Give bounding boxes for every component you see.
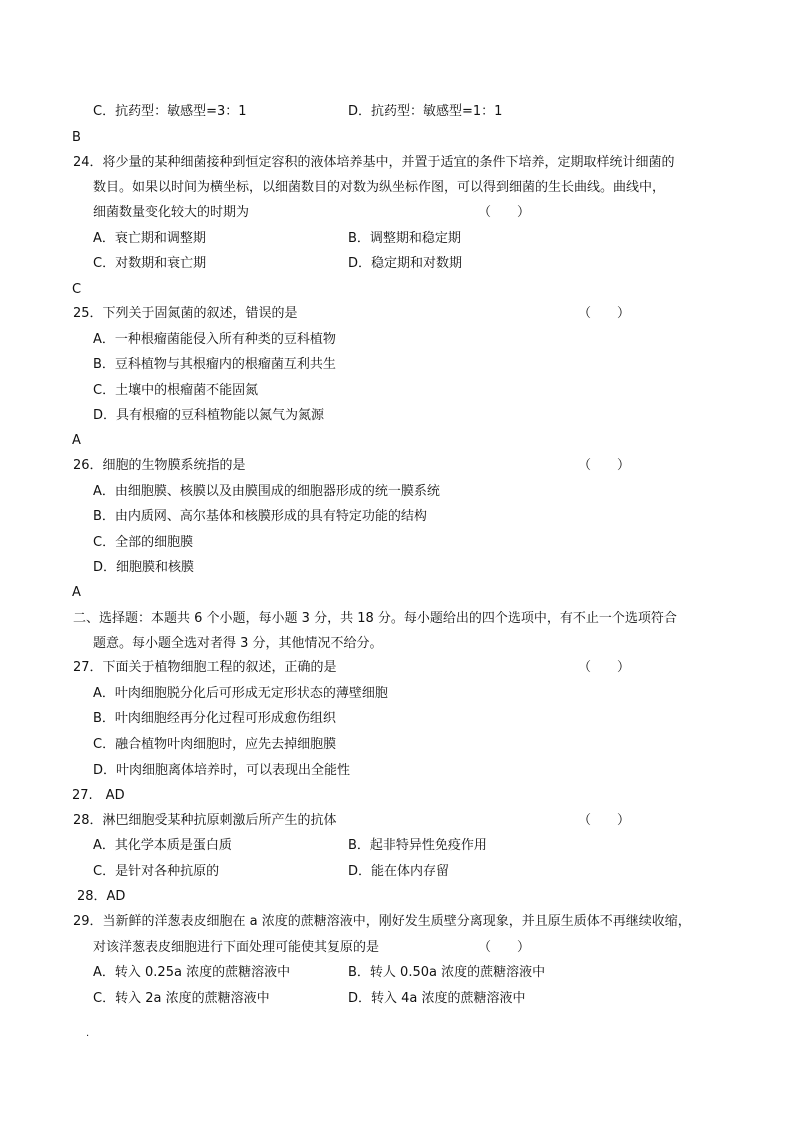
q28-option-d: D．能在体内存留 bbox=[348, 864, 450, 879]
q27-option-d: D．叶肉细胞离体培养时，可以表现出全能性 bbox=[93, 763, 351, 778]
section2-instructions-line2: 题意。每小题全选对者得 3 分，其他情况不给分。 bbox=[93, 636, 383, 651]
q29-stem-line1: 29．当新鲜的洋葱表皮细胞在 a 浓度的蔗糖溶液中，刚好发生质壁分离现象，并且原生质体不再继续收缩， bbox=[73, 914, 691, 929]
q28-option-b: B．起非特异性免疫作用 bbox=[348, 838, 487, 853]
q26-option-a: A．由细胞膜、核膜以及由膜围成的细胞器形成的统一膜系统 bbox=[93, 484, 440, 499]
q24-option-c: C．对数期和衰亡期 bbox=[93, 256, 207, 271]
q29-option-c: C．转入 2a 浓度的蔗糖溶液中 bbox=[93, 991, 270, 1006]
q28-answer: 28．AD bbox=[77, 889, 126, 904]
q25-option-b: B．豆科植物与其根瘤内的根瘤菌互利共生 bbox=[93, 357, 336, 372]
q24-stem-line1: 24．将少量的某种细菌接种到恒定容积的液体培养基中，并置于适宜的条件下培养，定期取样统计细菌的 bbox=[73, 155, 675, 170]
q24-option-d: D．稳定期和对数期 bbox=[348, 256, 463, 271]
q26-option-d: D．细胞膜和核膜 bbox=[93, 560, 195, 575]
q25-option-c: C．土壤中的根瘤菌不能固氮 bbox=[93, 383, 259, 398]
q27-answer: 27. AD bbox=[72, 788, 125, 803]
q29-option-a: A．转入 0.25a 浓度的蔗糖溶液中 bbox=[93, 965, 291, 980]
top-option-d: D．抗药型：敏感型=1：1 bbox=[348, 104, 503, 119]
q25-option-d: D．具有根瘤的豆科植物能以氮气为氮源 bbox=[93, 408, 325, 423]
q28-option-a: A．其化学本质是蛋白质 bbox=[93, 838, 232, 853]
q26-option-c: C．全部的细胞膜 bbox=[93, 535, 194, 550]
q24-answer: C bbox=[72, 282, 82, 297]
q27-option-a: A．叶肉细胞脱分化后可形成无定形状态的薄壁细胞 bbox=[93, 686, 388, 701]
q24-stem-line3: 细菌数量变化较大的时期为 bbox=[93, 205, 250, 220]
q26-stem: 26．细胞的生物膜系统指的是 bbox=[73, 458, 246, 473]
q27-answer-parentheses: （ ） bbox=[578, 660, 631, 675]
q29-option-d: D．转入 4a 浓度的蔗糖溶液中 bbox=[348, 991, 526, 1006]
q28-answer-parentheses: （ ） bbox=[578, 813, 631, 828]
q26-option-b: B．由内质网、高尔基体和核膜形成的具有特定功能的结构 bbox=[93, 509, 427, 524]
q29-stem-line2: 对该洋葱表皮细胞进行下面处理可能使其复原的是 bbox=[93, 940, 380, 955]
q28-option-c: C．是针对各种抗原的 bbox=[93, 864, 220, 879]
q25-answer-parentheses: （ ） bbox=[578, 306, 631, 321]
q26-answer-parentheses: （ ） bbox=[578, 458, 631, 473]
q25-option-a: A．一种根瘤菌能侵入所有种类的豆科植物 bbox=[93, 332, 336, 347]
q29-option-b: B．转人 0.50a 浓度的蔗糖溶液中 bbox=[348, 965, 546, 980]
q25-answer: A bbox=[72, 433, 81, 448]
q24-stem-line2: 数目。如果以时间为横坐标，以细菌数目的对数为纵坐标作图，可以得到细菌的生长曲线。曲线中， bbox=[93, 180, 666, 195]
q27-option-b: B．叶肉细胞经再分化过程可形成愈伤组织 bbox=[93, 711, 336, 726]
q25-stem: 25．下列关于固氮菌的叙述，错误的是 bbox=[73, 306, 298, 321]
q24-option-a: A．衰亡期和调整期 bbox=[93, 231, 206, 246]
q29-answer-parentheses: （ ） bbox=[478, 940, 531, 955]
q24-answer-parentheses: （ ） bbox=[478, 205, 531, 220]
q28-stem: 28．淋巴细胞受某种抗原刺激后所产生的抗体 bbox=[73, 813, 337, 828]
section2-instructions-line1: 二、选择题：本题共 6 个小题，每小题 3 分，共 18 分。每小题给出的四个选项中，有不止一个选项符合 bbox=[73, 611, 677, 626]
top-option-c: C．抗药型：敏感型=3：1 bbox=[93, 104, 247, 119]
top-answer: B bbox=[72, 130, 81, 145]
q24-option-b: B．调整期和稳定期 bbox=[348, 231, 461, 246]
q27-option-c: C．融合植物叶肉细胞时，应先去掉细胞膜 bbox=[93, 737, 337, 752]
q26-answer: A bbox=[72, 585, 81, 600]
footer-dot: . bbox=[86, 1028, 90, 1039]
q27-stem: 27．下面关于植物细胞工程的叙述，正确的是 bbox=[73, 660, 337, 675]
